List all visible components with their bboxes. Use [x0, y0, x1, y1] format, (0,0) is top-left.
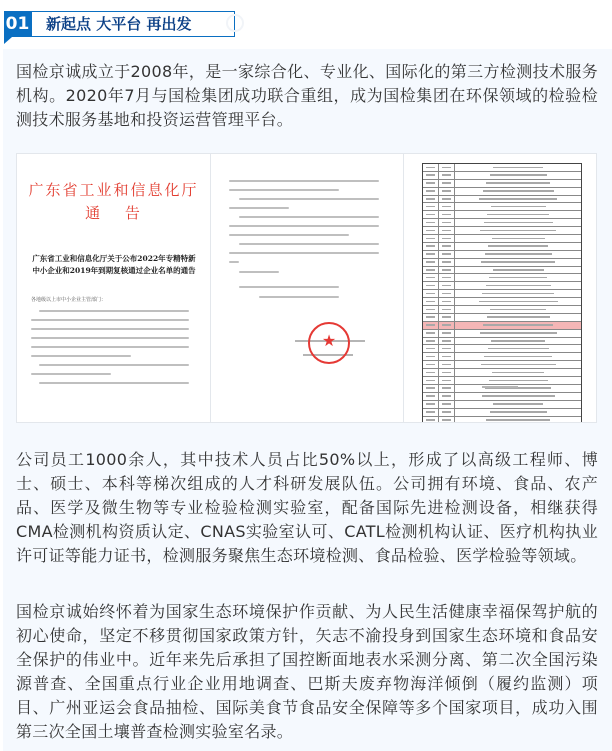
- table-cell: [423, 203, 439, 210]
- table-cell: [439, 251, 455, 258]
- cell-text: [493, 403, 543, 405]
- cell-text: [426, 222, 435, 224]
- cell-text: [488, 245, 548, 247]
- cell-text: [442, 356, 451, 358]
- table-cell: [423, 314, 439, 321]
- table-cell: [455, 385, 581, 392]
- table-cell: [439, 298, 455, 305]
- text-line: [31, 346, 189, 348]
- cell-text: [442, 380, 451, 382]
- table-cell: [439, 274, 455, 281]
- doc-type-heading: 通 告: [85, 204, 150, 222]
- text-line: [39, 382, 189, 384]
- table-cell: [439, 211, 455, 218]
- table-cell: [423, 180, 439, 187]
- table-cell: [455, 298, 581, 305]
- text-line: [229, 261, 239, 263]
- table-row: [423, 369, 581, 377]
- cell-text: [442, 222, 451, 224]
- table-row: [423, 338, 581, 346]
- table-cell: [455, 259, 581, 266]
- table-cell: [423, 417, 439, 423]
- cell-text: [442, 324, 451, 326]
- table-cell: [439, 353, 455, 360]
- table-row: [423, 188, 581, 196]
- cell-text: [491, 340, 545, 342]
- table-row: [423, 172, 581, 180]
- text-line: [229, 180, 379, 182]
- table-cell: [455, 235, 581, 242]
- table-cell: [439, 282, 455, 289]
- table-cell: [423, 385, 439, 392]
- cell-text: [426, 309, 435, 311]
- cell-text: [426, 364, 435, 366]
- cell-text: [426, 293, 435, 295]
- cell-text: [426, 348, 435, 350]
- cell-text: [442, 230, 451, 232]
- cell-text: [486, 182, 550, 184]
- table-cell: [455, 274, 581, 281]
- table-row: [423, 259, 581, 267]
- table-cell: [423, 330, 439, 337]
- table-row: [423, 267, 581, 275]
- table-cell: [423, 251, 439, 258]
- table-cell: [439, 219, 455, 226]
- staff-paragraph: 公司员工1000余人，其中技术人员占比50%以上，形成了以高级工程师、博士、硕士、本科等梯次组成的人才科研发展队伍。公司拥有环境、食品、农产品、医学及微生物等专业检验检测实验室，配备国际先进检测设备，相继获得CMA检测机构资质认定、CNAS实验室认可、CATL检测机构认证、医疗机构执业许可证等能力证书，检测服务聚焦生态环境检测、食品检验、医学检验等领域。: [16, 450, 598, 565]
- cell-text: [486, 285, 551, 287]
- cell-text: [484, 222, 553, 224]
- table-cell: [439, 267, 455, 274]
- table-cell: [455, 361, 581, 368]
- table-row: [423, 345, 581, 353]
- cell-text: [426, 332, 435, 334]
- cell-text: [442, 309, 451, 311]
- table-cell: [455, 409, 581, 416]
- cell-text: [442, 206, 451, 208]
- text-line: [239, 243, 379, 245]
- cell-text: [490, 411, 547, 413]
- table-cell: [439, 345, 455, 352]
- table-row: [423, 401, 581, 409]
- table-cell: [439, 322, 455, 329]
- cell-text: [426, 403, 435, 405]
- table-cell: [439, 330, 455, 337]
- cell-text: [426, 316, 435, 318]
- text-line: [239, 198, 379, 200]
- table-cell: [423, 401, 439, 408]
- table-cell: [423, 345, 439, 352]
- cell-text: [426, 356, 435, 358]
- cell-text: [442, 364, 451, 366]
- table-row: [423, 377, 581, 385]
- cell-text: [442, 253, 451, 255]
- table-cell: [439, 306, 455, 313]
- cell-text: [482, 293, 554, 295]
- cell-text: [426, 230, 435, 232]
- cell-text: [442, 348, 451, 350]
- section-title: 新起点 大平台 再出发: [31, 11, 235, 37]
- table-cell: [439, 227, 455, 234]
- table-cell: [423, 235, 439, 242]
- table-row: [423, 180, 581, 188]
- cell-text: [492, 372, 544, 374]
- cell-text: [442, 372, 451, 374]
- table-cell: [423, 211, 439, 218]
- table-row: [423, 235, 581, 243]
- cell-text: [442, 190, 451, 192]
- cell-text: [426, 324, 435, 326]
- table-row: [423, 290, 581, 298]
- text-line: [229, 225, 379, 227]
- text-line: [229, 234, 349, 236]
- table-cell: [455, 196, 581, 203]
- table-cell: [455, 369, 581, 376]
- cell-text: [489, 277, 547, 279]
- table-cell: [423, 361, 439, 368]
- cell-text: [426, 190, 435, 192]
- table-cell: [439, 338, 455, 345]
- table-cell: [455, 267, 581, 274]
- cell-text: [480, 230, 556, 232]
- table-row: [423, 282, 581, 290]
- cell-text: [426, 372, 435, 374]
- notice-title: 广东省工业和信息化厅关于公布2022年专精特新中小企业和2019年到期复核通过企业名单的通告: [32, 254, 196, 275]
- cell-text: [426, 380, 435, 382]
- text-line: [259, 296, 339, 298]
- cell-text: [493, 167, 543, 169]
- cell-text: [426, 206, 435, 208]
- table-cell: [455, 180, 581, 187]
- highlighted-table-row: [423, 322, 581, 330]
- text-line: [229, 189, 339, 191]
- cell-text: [442, 395, 451, 397]
- table-cell: [423, 377, 439, 384]
- cell-text: [442, 332, 451, 334]
- cell-text: [426, 182, 435, 184]
- table-row: [423, 353, 581, 361]
- cell-text: [442, 198, 451, 200]
- table-cell: [423, 259, 439, 266]
- cell-text: [481, 364, 556, 366]
- section-number-badge: 01: [4, 11, 31, 37]
- document-page-3: [404, 154, 596, 422]
- cell-text: [442, 411, 451, 413]
- table-cell: [439, 243, 455, 250]
- cell-text: [426, 238, 435, 240]
- cell-text: [442, 261, 451, 263]
- table-row: [423, 393, 581, 401]
- text-line: [31, 355, 131, 357]
- table-cell: [455, 330, 581, 337]
- table-row: [423, 219, 581, 227]
- table-cell: [439, 290, 455, 297]
- table-row: [423, 274, 581, 282]
- table-cell: [423, 322, 439, 329]
- table-row: [423, 314, 581, 322]
- table-cell: [455, 377, 581, 384]
- cell-text: [442, 167, 451, 169]
- cell-text: [442, 277, 451, 279]
- table-cell: [439, 361, 455, 368]
- table-cell: [455, 290, 581, 297]
- table-cell: [455, 401, 581, 408]
- table-cell: [423, 353, 439, 360]
- table-row: [423, 211, 581, 219]
- text-line: [31, 328, 189, 330]
- cell-text: [426, 411, 435, 413]
- table-row: [423, 196, 581, 204]
- issuer-heading: 广东省工业和信息化厅: [28, 181, 199, 199]
- cell-text: [489, 380, 548, 382]
- table-cell: [439, 369, 455, 376]
- text-line: [229, 207, 289, 209]
- cell-text: [442, 419, 451, 421]
- table-row: [423, 203, 581, 211]
- cell-text: [442, 316, 451, 318]
- cell-text: [442, 174, 451, 176]
- table-cell: [439, 385, 455, 392]
- table-cell: [423, 219, 439, 226]
- table-row: [423, 298, 581, 306]
- cell-text: [442, 340, 451, 342]
- cell-text: [442, 269, 451, 271]
- cell-text: [426, 214, 435, 216]
- table-cell: [455, 338, 581, 345]
- table-cell: [423, 369, 439, 376]
- text-line: [239, 271, 279, 273]
- cell-text: [479, 301, 558, 303]
- table-cell: [423, 164, 439, 171]
- cell-text: [479, 198, 557, 200]
- table-cell: [439, 393, 455, 400]
- table-cell: [423, 227, 439, 234]
- table-cell: [439, 188, 455, 195]
- table-cell: [439, 314, 455, 321]
- table-cell: [455, 211, 581, 218]
- table-cell: [439, 417, 455, 423]
- table-cell: [455, 282, 581, 289]
- cell-text: [426, 340, 435, 342]
- table-cell: [423, 172, 439, 179]
- cell-text: [490, 309, 546, 311]
- table-cell: [439, 409, 455, 416]
- cell-text: [482, 395, 555, 397]
- table-cell: [455, 417, 581, 423]
- table-cell: [439, 401, 455, 408]
- table-cell: [455, 219, 581, 226]
- table-cell: [455, 322, 581, 329]
- cell-text: [442, 387, 451, 389]
- table-cell: [439, 235, 455, 242]
- cell-text: [426, 285, 435, 287]
- table-cell: [455, 227, 581, 234]
- cell-text: [426, 245, 435, 247]
- section-header: [0, 0, 612, 48]
- cell-text: [480, 332, 557, 334]
- cell-text: [426, 174, 435, 176]
- cell-text: [426, 167, 435, 169]
- table-cell: [423, 290, 439, 297]
- table-cell: [423, 409, 439, 416]
- cell-text: [426, 301, 435, 303]
- cell-text: [442, 301, 451, 303]
- badge-tail-decoration: [4, 37, 12, 44]
- text-line: [39, 364, 189, 366]
- document-page-1: [17, 154, 211, 422]
- cell-text: [483, 324, 553, 326]
- table-cell: [423, 393, 439, 400]
- table-cell: [439, 196, 455, 203]
- text-line: [239, 216, 379, 218]
- cell-text: [488, 348, 549, 350]
- table-cell: [455, 345, 581, 352]
- cell-text: [426, 387, 435, 389]
- cell-text: [481, 261, 555, 263]
- page-number-footer: [482, 386, 518, 388]
- cell-text: [426, 253, 435, 255]
- table-cell: [439, 172, 455, 179]
- text-line: [31, 337, 189, 339]
- table-cell: [455, 251, 581, 258]
- star-icon: ★: [321, 331, 337, 350]
- table-cell: [423, 282, 439, 289]
- table-cell: [455, 203, 581, 210]
- table-cell: [439, 259, 455, 266]
- table-cell: [455, 188, 581, 195]
- table-cell: [423, 267, 439, 274]
- cell-text: [487, 214, 549, 216]
- cell-text: [442, 182, 451, 184]
- mission-paragraph: 国检京诚始终怀着为国家生态环境保护作贡献、为人民生活健康幸福保驾护航的初心使命，坚定不移贯彻国家政策方针，矢志不渝投身到国家生态环境和食品安全保护的伟业中。近年来先后承担了国控断面地表水采测分离、第二次全国污染源普查、全国重点行业企业用地调查、巴斯夫废弃物海洋倾倒（履约监测）项目、广州亚运会食品抽检、国际美食节食品安全保障等多个国家项目，成功入围第三次全国土壤普查检测实验室名录。: [16, 602, 598, 741]
- table-row: [423, 330, 581, 338]
- table-cell: [455, 243, 581, 250]
- table-cell: [423, 196, 439, 203]
- cell-text: [426, 261, 435, 263]
- cell-text: [426, 198, 435, 200]
- table-cell: [423, 338, 439, 345]
- cell-text: [426, 277, 435, 279]
- notice-document-image: [16, 153, 597, 423]
- table-row: [423, 243, 581, 251]
- table-cell: [455, 164, 581, 171]
- table-cell: [423, 274, 439, 281]
- table-row: [423, 361, 581, 369]
- cell-text: [484, 356, 552, 358]
- cell-text: [485, 253, 552, 255]
- cell-text: [426, 419, 435, 421]
- text-line: [229, 252, 379, 254]
- cell-text: [442, 214, 451, 216]
- cell-text: [442, 285, 451, 287]
- notice-addressee: 各地级以上市中小企业主管部门：: [31, 297, 107, 303]
- table-cell: [455, 393, 581, 400]
- cell-text: [491, 206, 546, 208]
- table-cell: [439, 203, 455, 210]
- cell-text: [442, 238, 451, 240]
- official-seal: [308, 322, 350, 364]
- cell-text: [442, 403, 451, 405]
- table-row: [423, 227, 581, 235]
- table-cell: [439, 377, 455, 384]
- cell-text: [426, 269, 435, 271]
- intro-paragraph: 国检京诚成立于2008年，是一家综合化、专业化、国际化的第三方检测技术服务机构。2020年7月与国检集团成功联合重组，成为国检集团在环保领域的检验检测技术服务基地和投资运营管理平台。: [16, 62, 598, 129]
- text-line: [31, 319, 189, 321]
- search-icon: [226, 14, 244, 32]
- cell-text: [490, 174, 547, 176]
- table-cell: [455, 306, 581, 313]
- table-cell: [423, 306, 439, 313]
- cell-text: [442, 245, 451, 247]
- table-cell: [455, 314, 581, 321]
- table-row: [423, 417, 581, 423]
- text-line: [39, 310, 189, 312]
- document-page-2: [211, 154, 404, 422]
- table-row: [423, 409, 581, 417]
- text-line: [31, 373, 111, 375]
- cell-text: [492, 238, 545, 240]
- table-cell: [455, 172, 581, 179]
- table-cell: [423, 243, 439, 250]
- table-cell: [439, 164, 455, 171]
- table-row: [423, 164, 581, 172]
- enterprise-list-table: [422, 163, 582, 422]
- cell-text: [442, 293, 451, 295]
- table-row: [423, 306, 581, 314]
- cell-text: [487, 316, 550, 318]
- cell-text: [426, 395, 435, 397]
- table-cell: [423, 188, 439, 195]
- table-cell: [439, 180, 455, 187]
- table-cell: [455, 353, 581, 360]
- cell-text: [483, 190, 554, 192]
- table-cell: [423, 298, 439, 305]
- cell-text: [493, 269, 544, 271]
- table-row: [423, 251, 581, 259]
- text-line: [239, 286, 339, 288]
- cell-text: [486, 419, 550, 421]
